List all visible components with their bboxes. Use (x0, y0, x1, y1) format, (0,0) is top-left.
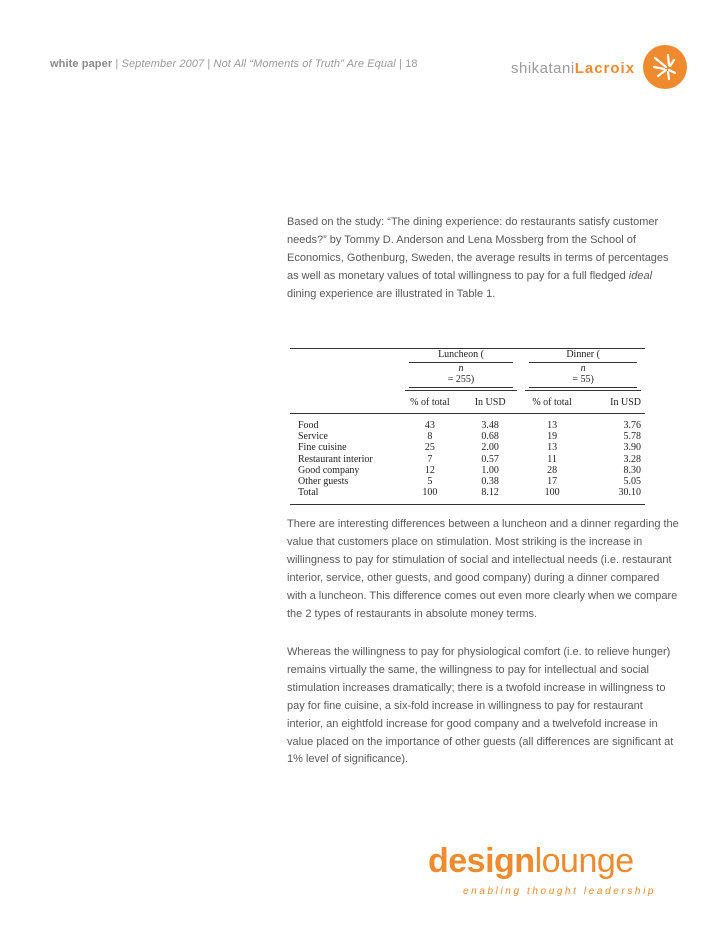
dinner-usd: 8.30 (623, 464, 641, 476)
row-label: Total (298, 487, 319, 499)
running-header (50, 58, 418, 70)
logo-burst-icon (642, 44, 688, 90)
logo-part-2: Lacroix (574, 60, 636, 77)
dinner-usd: 5.78 (623, 431, 641, 443)
doc-type: white paper (50, 58, 113, 70)
dinner-usd: 3.76 (623, 420, 641, 431)
logo-part-1: shikatani (511, 60, 575, 77)
separator: | (395, 58, 406, 70)
design-lounge-logo (428, 842, 634, 881)
dinner-group-header: Dinner ( n = 55) (521, 349, 645, 392)
brand-word-2: lounge (534, 842, 634, 880)
col-header-usd-luncheon: In USD (474, 396, 506, 408)
table-row (290, 465, 645, 476)
dinner-usd: 3.28 (623, 453, 641, 465)
body-paragraph-2: There are interesting differences between a luncheon and a dinner regarding the value that customers place on stimulation. Most striking is the increase in willingness to pay for stimulation of social and intellectual needs (i.e. restaurant interior, service, other guests, and good company) during a dinner compared with a luncheon. This difference comes out even more clearly when we compare the 2 types of restaurants in absolute money terms. (287, 518, 679, 620)
dinner-usd: 3.90 (623, 442, 641, 454)
luncheon-pct: 8 (427, 431, 433, 443)
header-date: September 2007 (121, 58, 205, 70)
row-label: Restaurant interior (298, 453, 373, 465)
brand-tagline: enabling thought leadership (463, 886, 657, 897)
luncheon-usd: 0.57 (481, 453, 499, 465)
luncheon-usd: 1.00 (481, 464, 499, 476)
luncheon-usd: 0.38 (481, 476, 499, 488)
dinner-pct: 100 (544, 487, 560, 499)
luncheon-usd: 0.68 (481, 431, 499, 443)
intro-text: Based on the study: “The dining experience: do restaurants satisfy customer needs?” by Tommy D. Anderson and Lena Mossberg from the School of Economics, Gothenburg, Sweden, the average results in terms of percentages as well as monetary values of total willingness to pay for a full fledged (287, 216, 669, 282)
intro-text-end: dining experience are illustrated in Table 1. (287, 287, 496, 300)
luncheon-pct: 12 (424, 464, 435, 476)
table-row (290, 420, 645, 431)
luncheon-pct: 25 (424, 442, 435, 454)
table-row (290, 431, 645, 442)
dinner-usd: 30.10 (618, 487, 641, 499)
row-label: Service (298, 431, 328, 443)
intro-paragraph (287, 214, 679, 304)
row-label: Good company (298, 464, 360, 476)
dinner-usd: 5.05 (623, 476, 641, 488)
dinner-pct: 13 (547, 442, 558, 454)
dinner-pct: 28 (547, 464, 558, 476)
dinner-pct: 17 (547, 476, 558, 488)
results-table (290, 348, 645, 505)
table-row (290, 476, 645, 487)
table-column-header (290, 391, 645, 414)
table-row (290, 442, 645, 453)
luncheon-usd: 3.48 (481, 420, 499, 431)
company-logo-text (511, 60, 635, 77)
separator: | (112, 58, 122, 70)
luncheon-pct: 7 (427, 453, 433, 465)
row-label: Other guests (298, 476, 349, 488)
luncheon-usd: 2.00 (481, 442, 499, 454)
table-row (290, 487, 645, 498)
luncheon-pct: 5 (427, 476, 433, 488)
header-title: Not All “Moments of Truth” Are Equal (213, 58, 396, 70)
luncheon-group-header: Luncheon ( n = 255) (401, 349, 522, 392)
body-paragraph-3: Whereas the willingness to pay for physiological comfort (i.e. to relieve hunger) remains virtually the same, the willingness to pay for intellectual and social stimulation increases dramatically; there is a twofold increase in willingness to pay for fine cuisine, a six-fold increase in willingness to pay for restaurant interior, an eightfold increase for good company and a twelvefold increase in value placed on the importance of other guests (all differences are significant at 1% level of significance). (287, 646, 674, 766)
brand-word-1: design (428, 842, 535, 880)
dinner-pct: 11 (547, 453, 557, 465)
table-group-header (290, 349, 645, 392)
luncheon-pct: 43 (424, 420, 435, 431)
col-header-usd-dinner: In USD (610, 396, 641, 408)
table-row (290, 454, 645, 465)
dinner-pct: 19 (547, 431, 558, 443)
luncheon-pct: 100 (422, 487, 438, 499)
intro-emphasis: ideal (628, 269, 653, 282)
row-label: Food (298, 420, 319, 431)
page-number: 18 (405, 58, 418, 70)
luncheon-usd: 8.12 (481, 487, 499, 499)
row-label: Fine cuisine (298, 442, 347, 454)
dinner-pct: 13 (547, 420, 558, 431)
col-header-pct-dinner: % of total (532, 396, 572, 408)
col-header-pct-luncheon: % of total (410, 396, 450, 408)
separator: | (204, 58, 214, 70)
